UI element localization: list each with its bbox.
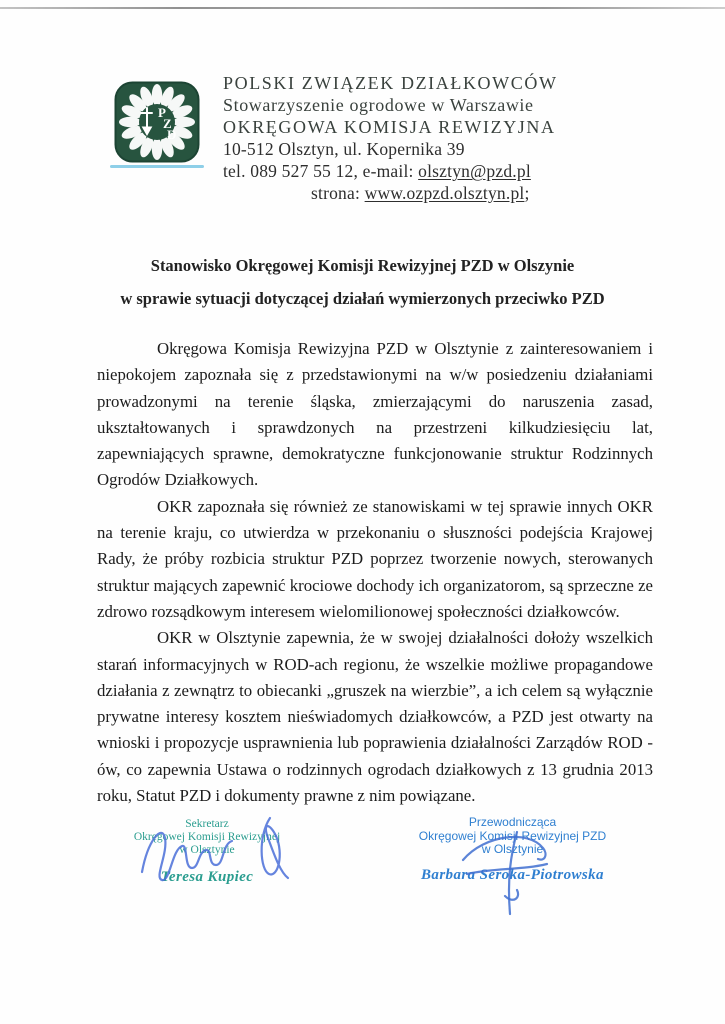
body-paragraph-2: OKR zapoznała się również ze stanowiskami w tej sprawie innych OKR na terenie kraju, co utwierdza w przekonaniu o słuszności podejścia Krajowej Rady, że próby rozbicia struktur PZD poprzez tworzenie nowych, sterowanych struktur mających zapewnić krociowe dochody ich organizatorom, są sprzeczne ze zdrowo rozsądkowym interesem wielomilionowej społeczności działkowców. — [97, 496, 653, 621]
secretary-role-line-3: w Olsztynie — [179, 844, 235, 856]
pzd-logo — [114, 81, 200, 163]
logo-shadow-line — [110, 165, 204, 168]
signature-block-chairwoman — [405, 816, 620, 884]
logo-letter-p: P — [158, 105, 166, 120]
org-name: POLSKI ZWIĄZEK DZIAŁKOWCÓW — [223, 73, 558, 93]
document-title — [60, 249, 665, 315]
letterhead — [223, 72, 683, 204]
secretary-role-line-1: Sekretarz — [185, 818, 229, 830]
pzd-emblem-icon — [114, 81, 200, 163]
title-line-2: w sprawie sytuacji dotyczącej działań wymierzonych przeciwko PZD — [120, 289, 605, 308]
site-label: strona: — [311, 183, 365, 203]
org-site-line — [223, 182, 683, 204]
email-link[interactable]: olsztyn@pzd.pl — [418, 161, 531, 181]
letter-body — [97, 336, 653, 809]
body-paragraph-3: OKR w Olsztynie zapewnia, że w swojej działalności dołoży wszelkich starań informacyjnych w ROD-ach regionu, że wszelkie możliwe propagandowe działania z zewnątrz to obiecanki „gruszek na wierzbie”, a ich celem są wyłącznie prywatne interesy kosztem nieświadomych działkowców, a PZD jest otwarty na wnioski i propozycje usprawnienia lub poprawienia działalności Zarządów ROD - ów, co zapewnia Ustawa o rodzinnych ogrodach działkowych z 13 grudnia 2013 roku, Statut PZD i dokumenty prawne z nim powiązane. — [97, 628, 653, 806]
title-line-1: Stanowisko Okręgowej Komisji Rewizyjnej PZD w Olszynie — [150, 256, 575, 275]
org-commission: OKRĘGOWA KOMISJA REWIZYJNA — [223, 117, 556, 137]
chairwoman-name: Barbara Seroka-Piotrowska — [421, 866, 604, 883]
chairwoman-role-line-1: Przewodnicząca — [468, 815, 557, 829]
org-address: 10-512 Olsztyn, ul. Kopernika 39 — [223, 139, 465, 159]
secretary-role-line-2: Okręgowej Komisji Rewizyjnej — [133, 831, 281, 843]
org-contact-line — [223, 160, 683, 182]
site-suffix: ; — [524, 183, 530, 203]
body-paragraph-1: Okręgowa Komisja Rewizyjna PZD w Olsztynie z zainteresowaniem i niepokojem zapoznała się z przedstawionymi na w/w posiedzeniu działaniami prowadzonymi na terenie śląska, zmierzającymi do naruszenia zasad, ukształtowanych i sprawdzonych na przestrzeni kilkudziesięciu lat, zapewniających sprawne, demokratyczne funkcjonowanie struktur Rodzinnych Ogrodów Działkowych. — [97, 339, 653, 490]
secretary-name: Teresa Kupiec — [160, 869, 254, 885]
signature-block-secretary — [112, 818, 302, 886]
org-association: Stowarzyszenie ogrodowe w Warszawie — [223, 95, 534, 115]
website-link[interactable]: www.ozpzd.olsztyn.pl — [364, 183, 525, 203]
chairwoman-role-line-3: w Olsztynie — [481, 842, 544, 856]
logo-letter-d: D — [167, 127, 177, 142]
logo-letter-z: Z — [163, 116, 172, 131]
phone-email-label: tel. 089 527 55 12, e-mail: — [223, 161, 419, 181]
chairwoman-role-line-2: Okręgowej Komisji Rewizyjnej PZD — [418, 828, 607, 843]
scan-edge-artifact — [0, 7, 725, 9]
